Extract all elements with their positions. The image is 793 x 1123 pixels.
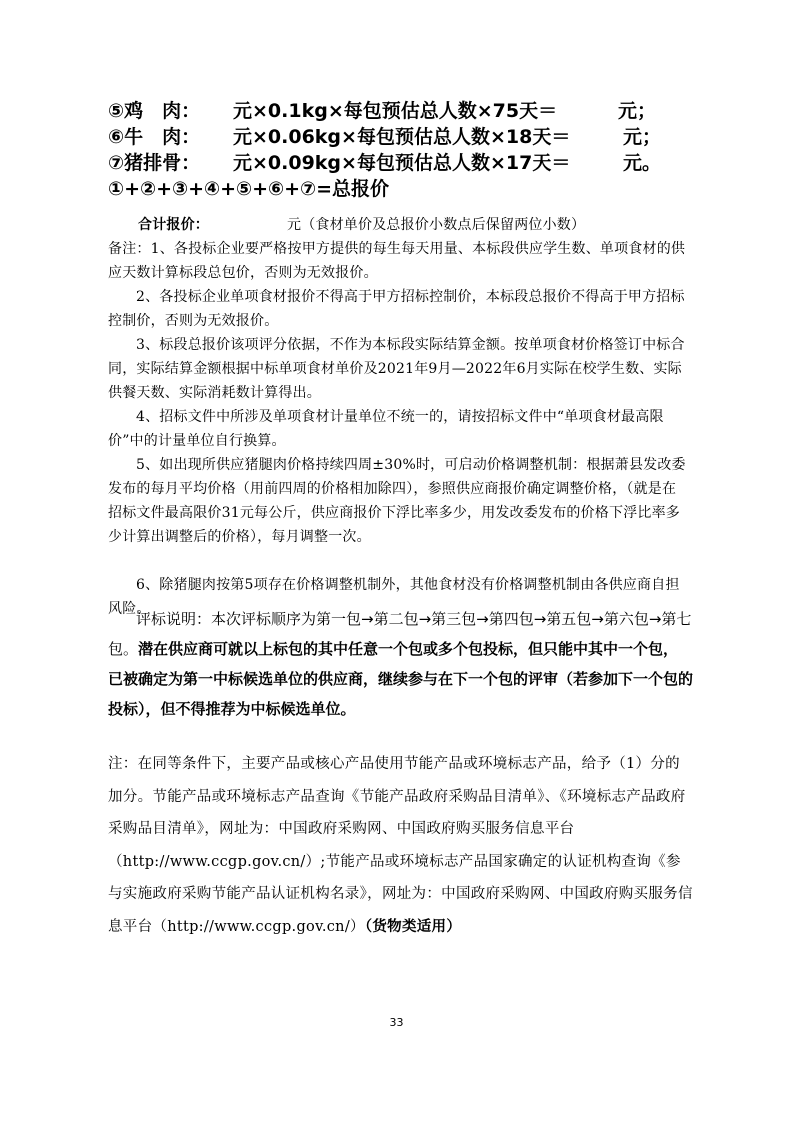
energy-note-suffix: （货物类适用） xyxy=(364,917,462,935)
remark-6: 6、除猪腿肉按第5项存在价格调整机制外，其他食材没有价格调整机制由各供应商自担风险。 xyxy=(108,577,680,617)
formula-result: 元； xyxy=(623,126,662,148)
total-quote-line xyxy=(108,213,688,237)
formula-item: ⑤鸡 肉： xyxy=(108,100,201,122)
evaluation-label: 评标说明： xyxy=(136,610,212,628)
energy-saving-note xyxy=(108,748,693,943)
formula-expression: 元×0.1kg×每包预估总人数×75天＝ xyxy=(233,100,558,122)
remark-1: 备注：1、各投标企业要严格按甲方提供的每生每天用量、本标段供应学生数、单项食材的供应天数计算标段总包价，否则为无效报价。 xyxy=(108,241,686,281)
formula-result: 元； xyxy=(618,100,657,122)
formula-expression: 元×0.09kg×每包预估总人数×17天＝ xyxy=(233,152,571,174)
formula-item: ⑥牛 肉： xyxy=(108,126,201,148)
energy-note-text: 注：在同等条件下，主要产品或核心产品使用节能产品或环境标志产品，给予（1）分的加分。节能产品或环境标志产品查询《节能产品政府采购品目清单》、《环境标志产品政府采购品目清单》，网址为：中国政府采购网、中国政府购买服务信息平台（http://www.ccgp.gov.cn/）;节能产品或环境标志产品国家确定的认证机构查询《参与实施政府采购节能产品认证机构名录》，网址为：中国政府采购网、中国政府购买服务信息平台（http://www.ccgp.gov.cn/） xyxy=(108,756,693,935)
remark-4: 4、招标文件中所涉及单项食材计量单位不统一的，请按招标文件中“单项食材最高限价”中的计量单位自行换算。 xyxy=(108,409,664,449)
remark-2: 2、各投标企业单项食材报价不得高于甲方招标控制价，本标段总报价不得高于甲方招标控制价，否则为无效报价。 xyxy=(108,289,685,329)
total-quote-unit: 元 xyxy=(287,217,302,233)
evaluation-rule: 潜在供应商可就以上标包的其中任意一个包或多个包投标，但只能中其中一个包，已被确定为第一中标候选单位的供应商，继续参与在下一个包的评审（若参加下一个包的投标），但不得推荐为中标候选单位。 xyxy=(108,640,694,718)
formula-item: ⑦猪排骨： xyxy=(108,152,201,174)
remark-5: 5、如出现所供应猪腿肉价格持续四周±30%时，可启动价格调整机制：根据萧县发改委发布的每月平均价格（用前四周的价格相加除四），参照供应商报价确定调整价格，（就是在招标文件最高限价31元每公斤，供应商报价下浮比率多少，用发改委发布的价格下浮比率多少计算出调整后的价格），每月调整一次。 xyxy=(108,457,686,545)
remark-3: 3、标段总报价该项评分依据，不作为本标段实际结算金额。按单项食材价格签订中标合同，实际结算金额根据中标单项食材单价及2021年9月—2022年6月实际在校学生数、实际供餐天数、实际消耗数计算得出。 xyxy=(108,337,685,401)
total-quote-note: （食材单价及总报价小数点后保留两位小数） xyxy=(301,217,586,233)
total-quote-label: 合计报价： xyxy=(138,217,209,233)
formula-expression: 元×0.06kg×每包预估总人数×18天＝ xyxy=(233,126,571,148)
evaluation-order: 本次评标顺序为第一包→第二包→第三包→第四包→第五包→第六包→第七包。 xyxy=(108,610,692,658)
formula-result: 元。 xyxy=(623,152,662,174)
page-number: 33 xyxy=(389,1016,404,1029)
total-formula-text: ①+②+③+④+⑤+⑥+⑦=总报价 xyxy=(108,178,390,200)
evaluation-note xyxy=(108,604,693,724)
